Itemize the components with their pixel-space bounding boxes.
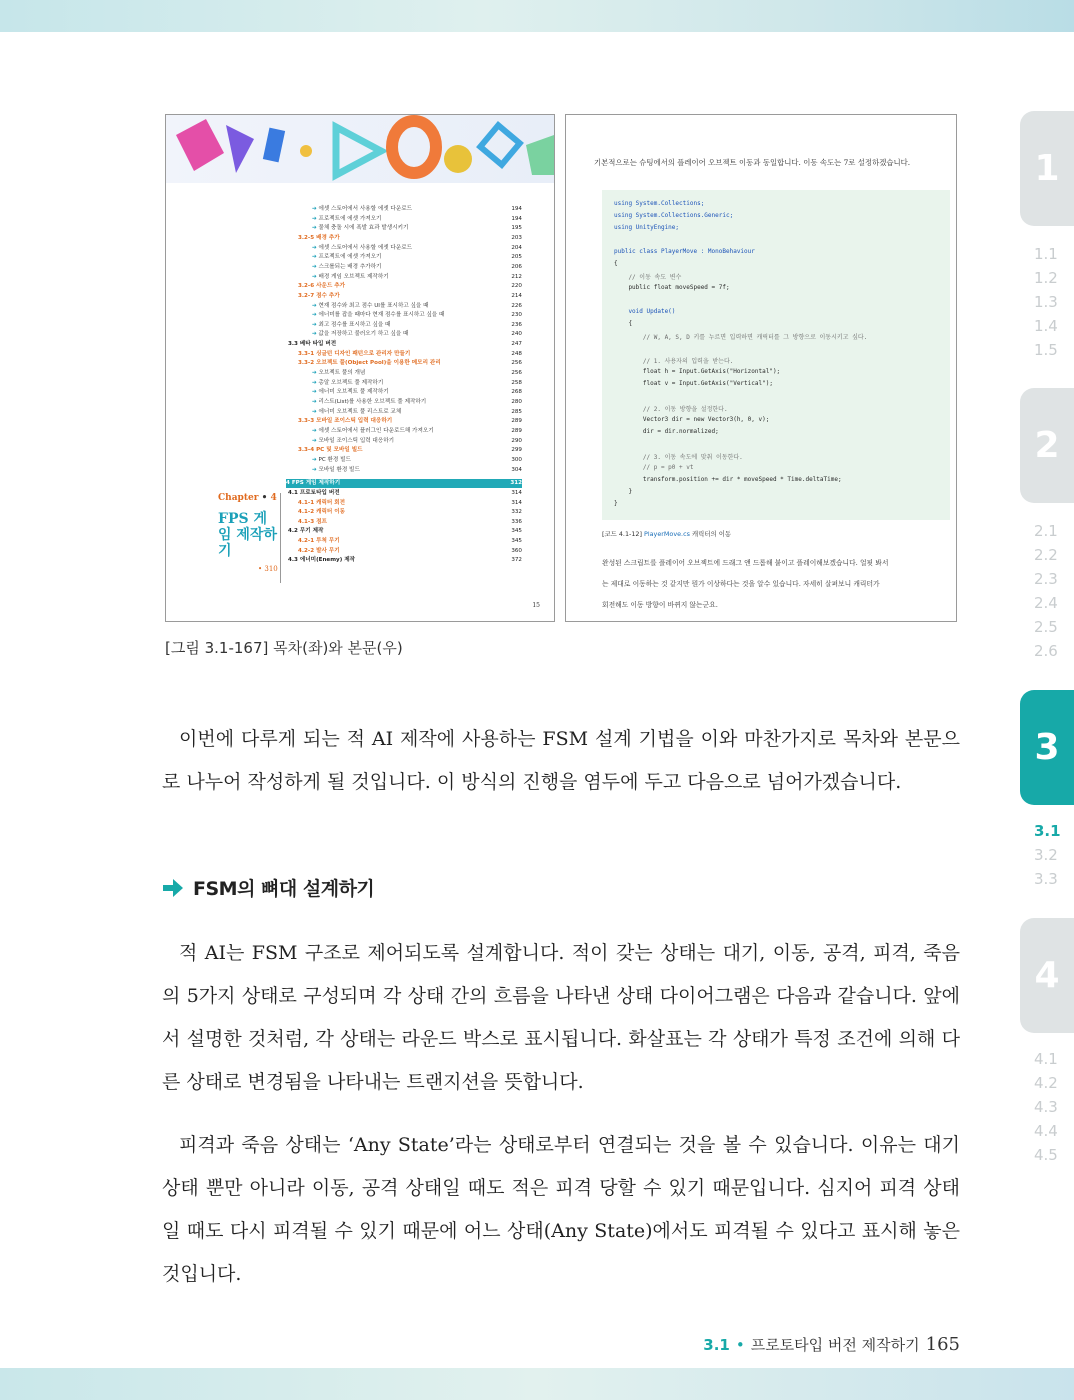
section-link[interactable]: 4.2	[1034, 1074, 1058, 1092]
chapter-tab-3[interactable]: 3	[1020, 690, 1074, 805]
toc-row	[286, 388, 522, 397]
toc-row	[286, 224, 522, 233]
toc-entry-page: 203	[511, 234, 522, 241]
toc-entry-title: ➔ 현재 점수와 최고 점수 UI를 표시하고 싶을 때	[312, 302, 429, 311]
toc-entry-page: 300	[511, 456, 522, 463]
toc-entry-title: ➔ 프로젝트에 에셋 가져오기	[312, 253, 381, 262]
toc-entry-page: 195	[511, 225, 522, 232]
toc-entry-page: 256	[511, 360, 522, 367]
section-link[interactable]: 3.3	[1034, 870, 1058, 888]
toc-entry-title: 4.3 에너미(Enemy) 제작	[288, 557, 356, 564]
toc-entry-title: ➔ 에너미 오브젝트 풀 리스트로 교체	[312, 408, 401, 417]
toc-row	[286, 234, 522, 243]
toc-entry-page: 226	[511, 302, 522, 309]
toc-row	[286, 398, 522, 407]
toc-entry-page: 372	[511, 557, 522, 564]
chapter-title: FPS 게임 제작하기	[218, 511, 277, 559]
toc-row	[286, 417, 522, 426]
toc-entry-title: 3.2-5 배경 추가	[298, 234, 340, 241]
chapter-tab-4[interactable]: 4	[1020, 918, 1074, 1033]
toc-entry-title: 3.3-3 모바일 조이스틱 입력 대응하기	[298, 418, 393, 425]
code-line: transform.position += dir * moveSpeed * Time.deltaTime;	[614, 476, 842, 483]
toc-entry-page: 248	[511, 350, 522, 357]
toc-entry-title: ➔ 에너미 오브젝트 풀 제작하기	[312, 388, 389, 397]
section-link[interactable]: 4.5	[1034, 1146, 1058, 1164]
toc-entry-page: 240	[511, 331, 522, 338]
toc-row	[286, 446, 522, 455]
code-line: float v = Input.GetAxis("Vertical");	[614, 380, 773, 387]
figure-caption: [그림 3.1-167] 목차(좌)와 본문(우)	[165, 639, 403, 657]
toc-entry-title: ➔ 프로젝트에 에셋 가져오기	[312, 215, 381, 224]
code-caption-suffix: 캐릭터의 이동	[691, 530, 732, 538]
toc-row	[286, 379, 522, 388]
toc-entry-title: 4.2-2 발사 무기	[298, 547, 340, 554]
code-line: // 2. 이동 방향을 설정한다.	[614, 406, 728, 413]
chapter-page-number: 310	[264, 565, 278, 573]
toc-entry-page: 345	[511, 538, 522, 545]
toc-entry-title: 3.3-2 오브젝트 풀(Object Pool)을 이용한 메모리 관리	[298, 360, 441, 367]
toc-entry-title: ➔ 총알 오브젝트 풀 제작하기	[312, 379, 383, 388]
toc-entry-title: ➔ PC 환경 빌드	[312, 456, 351, 465]
toc-row	[286, 547, 522, 556]
toc-entry-page: 220	[511, 283, 522, 290]
toc-entry-page: 194	[511, 215, 522, 222]
chapter-page: • 310	[258, 565, 278, 573]
toc-entry-page: 230	[511, 312, 522, 319]
toc-row	[286, 518, 522, 527]
body-page-image	[565, 114, 957, 622]
section-link[interactable]: 2.3	[1034, 570, 1058, 588]
toc-entry-title: 4.1-3 점프	[298, 518, 327, 525]
section-link[interactable]: 2.1	[1034, 522, 1058, 540]
body-after-line: 는 제대로 이동하는 것 같지만 뭔가 이상하다는 것을 알수 있습니다. 자세히 살펴보니 캐릭터가	[602, 580, 880, 588]
section-link[interactable]: 1.4	[1034, 317, 1058, 335]
code-line: using System.Collections.Generic;	[614, 212, 734, 219]
toc-row	[286, 499, 522, 508]
toc-entry-page: 336	[511, 518, 522, 525]
toc-entry-title: 3.3-4 PC 및 모바일 빌드	[298, 447, 363, 454]
toc-row	[286, 321, 522, 330]
toc-entry-title: ➔ 물체 충돌 시에 폭발 효과 발생시키기	[312, 224, 408, 233]
toc-page-number: 15	[532, 602, 540, 609]
toc-row	[286, 556, 522, 565]
toc-entry-title: ➔ 값을 저장하고 불러오기 하고 싶을 때	[312, 330, 408, 339]
toc-entry-page: 304	[511, 466, 522, 473]
toc-entry-title: 4.2 무기 제작	[288, 528, 324, 535]
footer-section-title: 프로토타입 버전 제작하기	[750, 1336, 920, 1354]
toc-entry-title: ➔ 리스트(List)를 사용한 오브젝트 풀 제작하기	[312, 398, 426, 407]
toc-entry-page: 258	[511, 379, 522, 386]
code-line: // 3. 이동 속도에 맞춰 이동한다.	[614, 454, 743, 461]
page-footer	[703, 1334, 960, 1355]
section-link[interactable]: 2.4	[1034, 594, 1058, 612]
chapter-label: Chapter • 4	[218, 493, 277, 503]
toc-entry-page: 299	[511, 447, 522, 454]
toc-row	[286, 537, 522, 546]
chapter-divider-line	[280, 493, 281, 583]
toc-entry-page: 214	[511, 292, 522, 299]
toc-entry-title: ➔ 최고 점수를 표시하고 싶을 때	[312, 321, 390, 330]
code-line: public class PlayerMove : MonoBehaviour	[614, 248, 755, 255]
toc-entry-title: ➔ 배경 게임 오브젝트 제작하기	[312, 273, 389, 282]
arrow-right-icon	[161, 876, 185, 900]
code-caption-prefix: [코드 4.1-12]	[602, 530, 642, 538]
toc-row	[286, 466, 522, 475]
toc-entry-title: ➔ 오브젝트 풀의 개념	[312, 369, 365, 378]
code-line: {	[614, 320, 633, 327]
toc-entry-title: 3.3-1 싱글턴 디자인 패턴으로 관리자 만들기	[298, 350, 411, 357]
toc-entry-title: 4 FPS 게임 제작하기	[286, 480, 341, 487]
footer-page-number: 165	[925, 1334, 960, 1355]
toc-row	[286, 479, 522, 488]
body-intro-text: 기본적으로는 슈팅에서의 플레이어 오브젝트 이동과 동일합니다. 이동 속도는 7로 설정하겠습니다.	[594, 158, 911, 167]
section-link[interactable]: 1.2	[1034, 269, 1058, 287]
section-link[interactable]: 4.4	[1034, 1122, 1058, 1140]
code-line: void Update()	[614, 308, 676, 315]
toc-entry-title: ➔ 에너미를 잡을 때마다 현재 점수를 표시하고 싶을 때	[312, 311, 444, 320]
toc-row	[286, 427, 522, 436]
code-line: // 이동 속도 변수	[614, 274, 682, 281]
code-block	[602, 190, 950, 520]
paragraph-fsm-states: 적 AI는 FSM 구조로 제어되도록 설계합니다. 적이 갖는 상태는 대기, 이동, 공격, 피격, 죽음의 5가지 상태로 구성되며 각 상태 간의 흐름을 나타낸 상태 다이어그램은 다음과 같습니다. 앞에서 설명한 것처럼, 각 상태는 라운드 박스로 표시됩니다. 화살표는 각 상태가 특정 조건에 의해 다른 상태로 변경됨을 나타내는 트랜지션을 뜻합니다.	[162, 942, 960, 1093]
toc-row	[286, 408, 522, 417]
toc-entry-title: ➔ 스크롤되는 배경 추가하기	[312, 263, 381, 272]
toc-row	[286, 330, 522, 339]
toc-row	[286, 350, 522, 359]
code-line: // p = p0 + vt	[614, 464, 694, 471]
bottom-decor-bar	[0, 1368, 1074, 1400]
code-line: Vector3 dir = new Vector3(h, 0, v);	[614, 416, 770, 423]
code-line: // 1. 사용자의 입력을 받는다.	[614, 358, 734, 365]
toc-entry-page: 194	[511, 206, 522, 212]
toc-entry-page: 280	[511, 399, 522, 405]
toc-entry-page: 204	[511, 244, 522, 251]
toc-row	[286, 205, 522, 214]
toc-entry-page: 247	[511, 341, 522, 348]
toc-entry-title: 4.1-2 캐릭터 이동	[298, 509, 346, 516]
toc-row	[286, 263, 522, 272]
footer-dot: •	[735, 1336, 745, 1354]
toc-entry-page: 360	[511, 547, 522, 554]
section-link[interactable]: 4.1	[1034, 1050, 1058, 1068]
section-link[interactable]: 1.3	[1034, 293, 1058, 311]
toc-entry-title: ➔ 모바일 환경 빌드	[312, 466, 360, 475]
code-line: dir = dir.normalized;	[614, 428, 719, 435]
code-line: {	[614, 260, 618, 267]
toc-row	[286, 508, 522, 517]
toc-entry-page: 256	[511, 370, 522, 377]
toc-row	[286, 302, 522, 311]
toc-entry-page: 345	[511, 528, 522, 535]
toc-row	[286, 369, 522, 378]
toc-entry-page: 314	[511, 499, 522, 506]
section-link[interactable]: 1.5	[1034, 341, 1058, 359]
body-after-line: 회전해도 이동 방향이 바뀌지 않는군요.	[602, 601, 718, 609]
section-link[interactable]: 2.2	[1034, 546, 1058, 564]
section-link[interactable]: 3.2	[1034, 846, 1058, 864]
section-link[interactable]: 4.3	[1034, 1098, 1058, 1116]
toc-entry-page: 290	[511, 437, 522, 444]
code-line: float h = Input.GetAxis("Horizontal");	[614, 368, 781, 375]
footer-section-number: 3.1	[703, 1336, 730, 1354]
toc-entry-page: 289	[511, 418, 522, 425]
paragraph-any-state: 피격과 죽음 상태는 ‘Any State’라는 상태로부터 연결되는 것을 볼 수 있습니다. 이유는 대기 상태 뿐만 아니라 이동, 공격 상태일 때도 적은 피격 당할 수 있기 때문입니다. 심지어 피격 상태일 때도 다시 피격될 수 있기 때문에 어느 상태(Any State)에서도 피격될 수 있다고 표시해 놓은 것입니다.	[162, 1134, 960, 1285]
code-line: }	[614, 500, 618, 507]
section-heading-text: FSM의 뼈대 설계하기	[193, 878, 375, 900]
code-line: using UnityEngine;	[614, 224, 680, 231]
toc-row	[286, 437, 522, 446]
toc-entry-page: 212	[511, 273, 522, 280]
toc-row	[286, 527, 522, 536]
code-caption	[602, 529, 731, 538]
toc-entry-page: 236	[511, 321, 522, 328]
section-link[interactable]: 2.5	[1034, 618, 1058, 636]
toc-row	[286, 456, 522, 465]
toc-entry-page: 285	[511, 408, 522, 415]
toc-entry-title: 4.1-1 캐릭터 회전	[298, 499, 346, 506]
code-line: }	[614, 488, 633, 495]
toc-entry-title: 4.2-1 투척 무기	[298, 538, 340, 545]
code-line: public float moveSpeed = 7f;	[614, 284, 730, 291]
toc-entry-title: 3.3 베타 타입 버전	[288, 341, 337, 348]
toc-row	[286, 253, 522, 262]
toc-entry-page: 268	[511, 389, 522, 396]
chapter-tab-2[interactable]: 2	[1020, 388, 1074, 503]
toc-entry-title: ➔ 에셋 스토어에서 사용할 에셋 다운로드	[312, 244, 412, 253]
chapter-label-text: Chapter	[218, 493, 259, 503]
toc-entry-title: ➔ 모바일 조이스틱 입력 대응하기	[312, 437, 394, 446]
toc-row	[286, 244, 522, 253]
chapter-tab-1[interactable]: 1	[1020, 111, 1074, 226]
toc-entry-page: 289	[511, 427, 522, 434]
code-line: using System.Collections;	[614, 200, 705, 207]
section-link[interactable]: 1.1	[1034, 245, 1058, 263]
toc-entry-page: 206	[511, 263, 522, 270]
toc-row	[286, 340, 522, 349]
top-decor-bar	[0, 0, 1074, 32]
toc-row	[286, 311, 522, 320]
toc-entry-title: ➔ 에셋 스토어에서 사용할 에셋 다운로드	[312, 205, 412, 214]
paragraph-intro: 이번에 다루게 되는 적 AI 제작에 사용하는 FSM 설계 기법을 이와 마찬가지로 목차와 본문으로 나누어 작성하게 될 것입니다. 이 방식의 진행을 염두에 두고 다음으로 넘어가겠습니다.	[162, 728, 960, 793]
chapter-number: 4	[270, 493, 277, 503]
section-link[interactable]: 3.1	[1034, 822, 1061, 840]
toc-row	[286, 359, 522, 368]
toc-row	[286, 489, 522, 498]
toc-entry-page: 332	[511, 509, 522, 516]
toc-row	[286, 282, 522, 291]
code-line: // W, A, S, D 키를 누르면 입력하면 캐릭터를 그 방향으로 이동시키고 싶다.	[614, 334, 868, 341]
toc-row	[286, 273, 522, 282]
body-after-line: 완성된 스크립트를 플레이어 오브젝트에 드래그 앤 드롭해 붙이고 플레이해보겠습니다. 얼핏 봐서	[602, 559, 889, 567]
toc-entry-page: 314	[511, 489, 522, 496]
toc-entry-page: 312	[510, 480, 522, 487]
section-heading	[161, 874, 374, 901]
toc-entry-title: ➔ 에셋 스토어에서 플러그인 다운로드해 가져오기	[312, 427, 434, 436]
toc-entry-title: 4.1 프로토타입 버전	[288, 489, 340, 496]
section-link[interactable]: 2.6	[1034, 642, 1058, 660]
toc-page-image	[165, 114, 555, 622]
toc-entry-page: 205	[511, 254, 522, 261]
toc-row	[286, 215, 522, 224]
toc-entry-title: 3.2-6 사운드 추가	[298, 283, 346, 290]
code-caption-file: PlayerMove.cs	[644, 530, 690, 538]
toc-entry-title: 3.2-7 점수 추가	[298, 292, 340, 299]
toc-row	[286, 292, 522, 301]
